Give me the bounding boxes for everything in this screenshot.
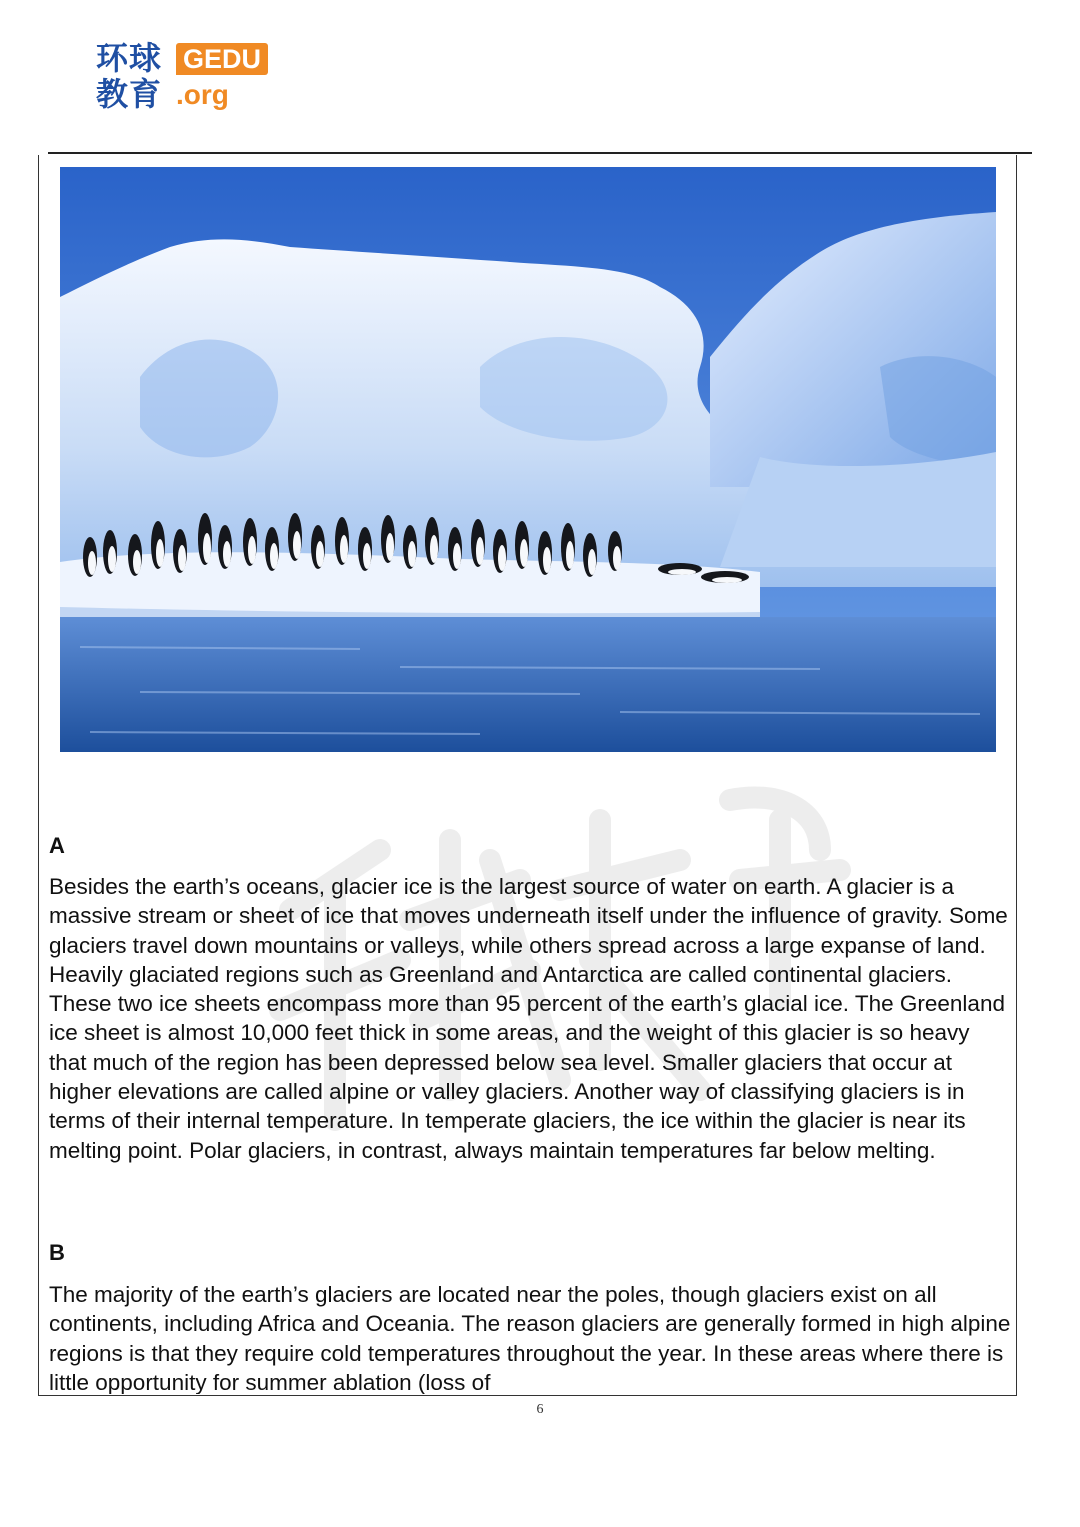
section-b-clip xyxy=(40,1280,1015,1394)
logo-badge: GEDU xyxy=(176,43,268,75)
page-number: 6 xyxy=(536,1402,544,1417)
section-b-label: B xyxy=(49,1240,65,1265)
section-a-label: A xyxy=(49,833,65,858)
logo-domain: .org xyxy=(176,79,229,110)
gedu-logo xyxy=(96,40,271,112)
logo-chinese-bottom: 教育 xyxy=(96,75,163,113)
section-a-paragraph: Besides the earth’s oceans, glacier ice is the largest source of water on earth. A glacier is a massive stream or sheet of ice that moves underneath itself under the influence of gravity. Some glaciers travel down mountains or valleys, while others spread across a large expanse of land. Heavily glaciated regions such as Greenland and Antarctica are called continental glaciers. These two ice sheets encompass more than 95 percent of the earth’s glacial ice. The Greenland ice sheet is almost 10,000 feet thick in some areas, and the weight of this glacier is so heavy that much of the region has been depressed below sea level. Smaller glaciers that occur at higher elevations are called alpine or valley glaciers. Another way of classifying glaciers is in terms of their internal temperature. In temperate glaciers, the ice within the glacier is near its melting point. Polar glaciers, in contrast, always maintain temperatures far below melting. xyxy=(49,874,1008,1163)
logo-chinese-top: 环球 xyxy=(96,39,163,77)
section-b-paragraph: The majority of the earth’s glaciers are located near the poles, though glaciers exist on all continents, including Africa and Oceania. The reason glaciers are generally formed in high alpine regions is that they require cold temperatures throughout the year. In these areas where there is little opportunity for summer ablation (loss of xyxy=(49,1282,1011,1394)
glacier-penguins-photo xyxy=(60,167,996,752)
logo-chinese-text xyxy=(96,40,176,112)
header-rule xyxy=(48,152,1032,154)
